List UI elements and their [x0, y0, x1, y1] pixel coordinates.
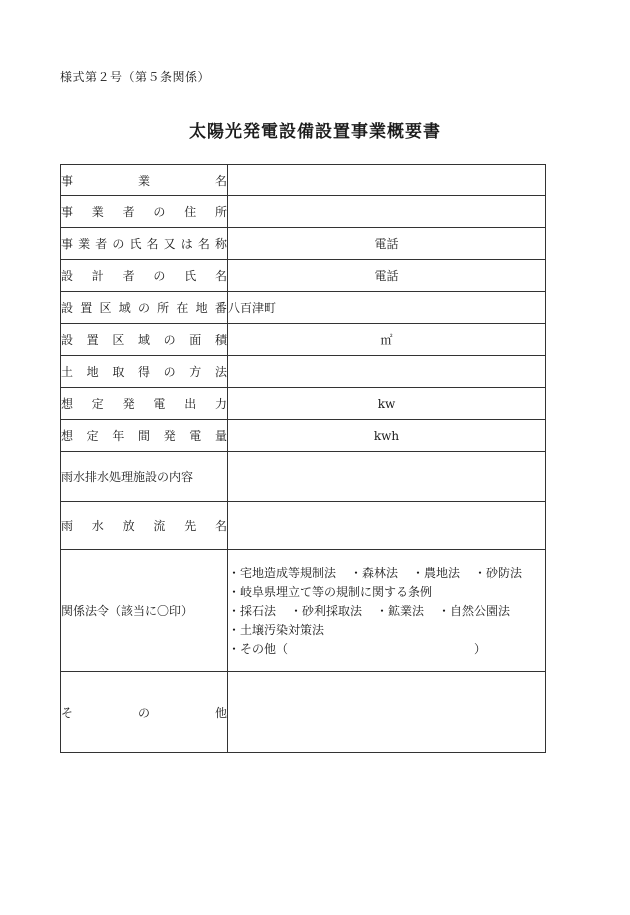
form-number: 様式第２号（第５条関係）	[60, 70, 211, 84]
row-rainwater-outlet	[61, 502, 546, 550]
label-expected-annual-generation	[61, 420, 228, 452]
label-other	[61, 672, 228, 753]
value-rainwater-outlet[interactable]	[228, 502, 546, 550]
label-business-address	[61, 196, 228, 228]
law-item[interactable]: ・土壌汚染対策法	[228, 623, 325, 637]
value-business-name[interactable]	[228, 165, 546, 196]
row-business-name	[61, 165, 546, 196]
law-line	[228, 640, 545, 659]
label-business-name	[61, 165, 228, 196]
row-land-acquisition	[61, 356, 546, 388]
value-designer-name[interactable]	[228, 260, 546, 292]
label-business-owner-name	[61, 228, 228, 260]
row-site-area	[61, 324, 546, 356]
law-item[interactable]: ・採石法	[228, 604, 277, 618]
label-text: 設 置 区 域 の 面 積	[61, 333, 227, 347]
value-land-acquisition[interactable]	[228, 356, 546, 388]
law-line	[228, 564, 545, 583]
label-site-location	[61, 292, 228, 324]
label-text: 想 定 発 電 出 力	[61, 397, 227, 411]
value-site-location[interactable]	[228, 292, 546, 324]
law-item[interactable]: ・その他（	[228, 642, 289, 656]
label-text: 雨 水 放 流 先 名	[61, 519, 227, 533]
value-text: ㎡	[380, 333, 393, 347]
value-text: kw	[377, 396, 396, 411]
law-item[interactable]: ・岐阜県埋立て等の規制に関する条例	[228, 585, 433, 599]
row-expected-output	[61, 388, 546, 420]
row-rainwater-facility	[61, 452, 546, 502]
label-text: 事 業 者 の 住 所	[61, 205, 227, 219]
value-business-address[interactable]	[228, 196, 546, 228]
value-other[interactable]	[228, 672, 546, 753]
row-business-owner-name	[61, 228, 546, 260]
label-text: 関係法令（該当に〇印）	[61, 604, 194, 618]
law-item[interactable]: ・砂防法	[474, 566, 523, 580]
law-item[interactable]: ・農地法	[412, 566, 461, 580]
law-item[interactable]: ・砂利採取法	[290, 604, 363, 618]
value-rainwater-facility[interactable]	[228, 452, 546, 502]
row-business-address	[61, 196, 546, 228]
law-line	[228, 621, 545, 640]
value-text: kwh	[373, 428, 400, 443]
label-rainwater-outlet	[61, 502, 228, 550]
row-other	[61, 672, 546, 753]
value-expected-annual-generation[interactable]	[228, 420, 546, 452]
label-text: 事 業 名	[61, 173, 227, 188]
law-line	[228, 602, 545, 621]
value-text: 電話	[374, 237, 399, 251]
value-text: 電話	[374, 269, 399, 283]
value-expected-output[interactable]	[228, 388, 546, 420]
law-item[interactable]: ・自然公園法	[438, 604, 511, 618]
value-text: 八百津町	[228, 301, 277, 315]
label-text: 事 業 者 の 氏 名 又 は 名 称	[61, 237, 227, 251]
law-item[interactable]: ・森林法	[350, 566, 399, 580]
row-expected-annual-generation	[61, 420, 546, 452]
overview-form-table	[60, 164, 546, 753]
law-item[interactable]: ）	[474, 642, 487, 656]
document-title: 太陽光発電設備設置事業概要書	[189, 122, 441, 142]
row-designer-name	[61, 260, 546, 292]
law-item[interactable]: ・宅地造成等規制法	[228, 566, 337, 580]
law-line	[228, 583, 545, 602]
label-related-laws	[61, 550, 228, 672]
label-text: そ の 他	[61, 705, 227, 720]
label-text: 想 定 年 間 発 電 量	[61, 429, 227, 443]
row-site-location	[61, 292, 546, 324]
value-business-owner-name[interactable]	[228, 228, 546, 260]
law-item[interactable]: ・鉱業法	[376, 604, 425, 618]
label-land-acquisition	[61, 356, 228, 388]
label-text: 土 地 取 得 の 方 法	[61, 365, 227, 379]
label-designer-name	[61, 260, 228, 292]
label-rainwater-facility	[61, 452, 228, 502]
label-text: 設 計 者 の 氏 名	[61, 269, 227, 283]
row-related-laws	[61, 550, 546, 672]
law-list	[228, 562, 545, 659]
value-site-area[interactable]	[228, 324, 546, 356]
label-text: 設 置 区 域 の 所 在 地 番	[61, 301, 227, 315]
label-text: 雨水排水処理施設の内容	[61, 470, 194, 484]
value-related-laws[interactable]	[228, 550, 546, 672]
label-site-area	[61, 324, 228, 356]
label-expected-output	[61, 388, 228, 420]
